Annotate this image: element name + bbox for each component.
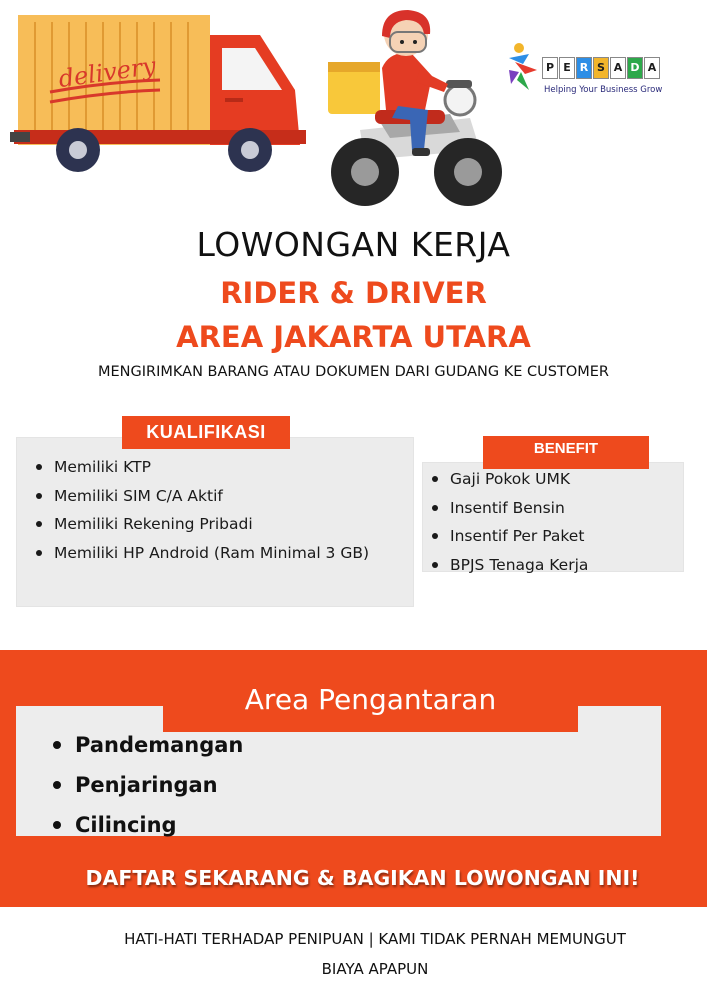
brand-name <box>542 57 661 79</box>
brand-letter: A <box>610 57 626 79</box>
delivery-area-label: Area Pengantaran <box>244 683 497 716</box>
list-item: Memiliki Rekening Pribadi <box>32 513 369 542</box>
brand-letter: D <box>627 57 643 79</box>
area-title: AREA JAKARTA UTARA <box>176 320 531 354</box>
motorbike-rider-illustration <box>320 10 510 215</box>
brand-letter: S <box>593 57 609 79</box>
brand-letter: A <box>644 57 660 79</box>
list-item: Penjaringan <box>50 770 243 810</box>
brand-letter: R <box>576 57 592 79</box>
delivery-truck-illustration <box>10 10 310 175</box>
qualifications-list <box>32 456 369 570</box>
list-item: BPJS Tenaga Kerja <box>428 554 588 583</box>
list-item: Cilincing <box>50 810 243 850</box>
brand-letter: P <box>542 57 558 79</box>
qualifications-label: KUALIFIKASI <box>122 416 290 449</box>
list-item: Memiliki SIM C/A Aktif <box>32 485 369 514</box>
list-item: Memiliki KTP <box>32 456 369 485</box>
brand-letter: E <box>559 57 575 79</box>
fraud-warning-line: HATI-HATI TERHADAP PENIPUAN | KAMI TIDAK PERNAH MEMUNGUT <box>124 930 626 948</box>
delivery-area-list <box>50 730 243 850</box>
fraud-warning-line: BIAYA APAPUN <box>321 960 429 978</box>
fraud-warning <box>55 924 695 984</box>
list-item: Insentif Per Paket <box>428 525 588 554</box>
brand-logo <box>505 40 670 105</box>
benefits-list <box>428 468 588 582</box>
brand-tagline: Helping Your Business Grow <box>544 85 663 95</box>
list-item: Memiliki HP Android (Ram Minimal 3 GB) <box>32 542 369 571</box>
position-title: RIDER & DRIVER <box>220 276 487 310</box>
list-item: Insentif Bensin <box>428 497 588 526</box>
list-item: Pandemangan <box>50 730 243 770</box>
benefits-label: BENEFIT <box>483 436 649 469</box>
brand-logo-mark-icon <box>505 40 545 96</box>
job-description: MENGIRIMKAN BARANG ATAU DOKUMEN DARI GUDANG KE CUSTOMER <box>98 364 609 380</box>
truck-label: delivery <box>56 51 158 94</box>
page-title: LOWONGAN KERJA <box>196 225 511 264</box>
list-item: Gaji Pokok UMK <box>428 468 588 497</box>
call-to-action: DAFTAR SEKARANG & BAGIKAN LOWONGAN INI! <box>85 866 640 890</box>
